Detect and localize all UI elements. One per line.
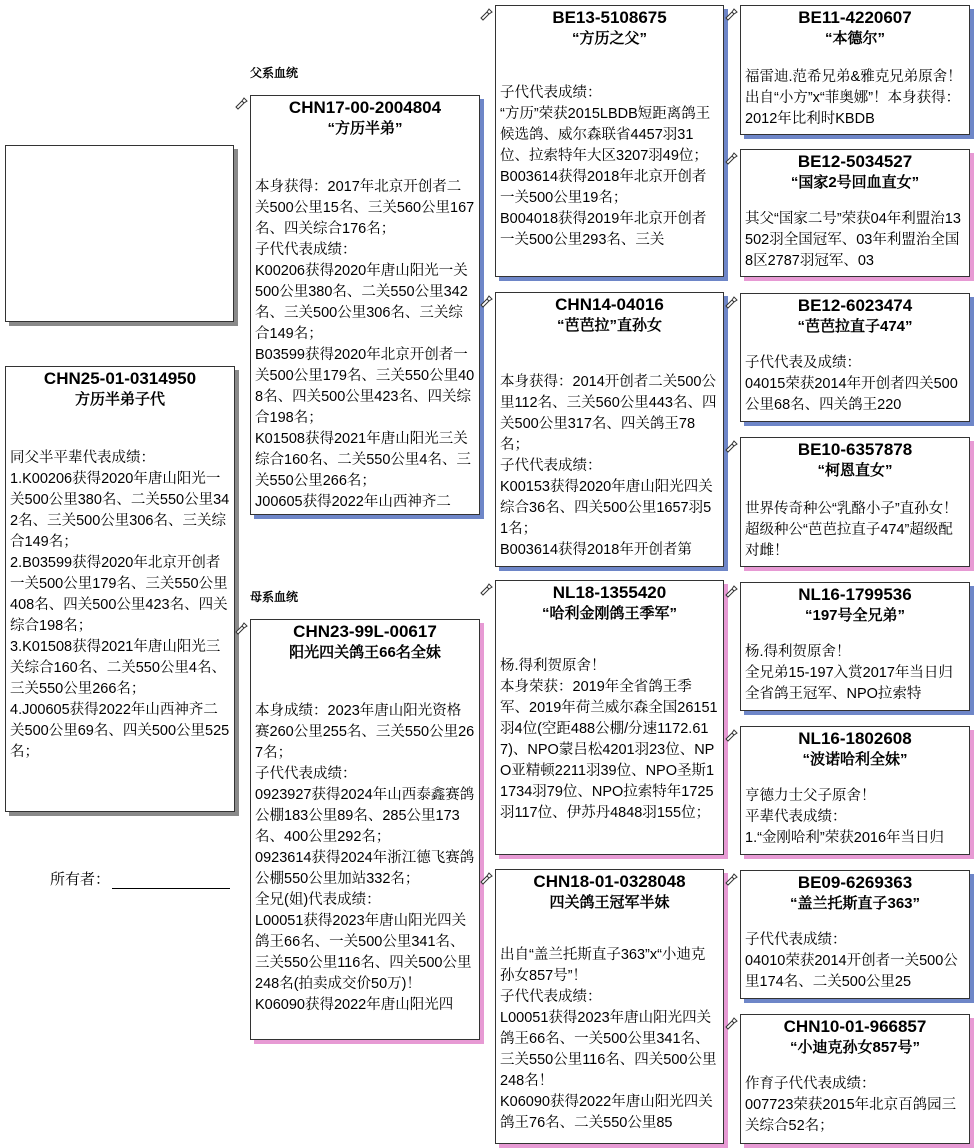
sire-sire-name: “方历之父”: [571, 30, 647, 47]
dam-dam-dam-description: 作育子代代表成绩： 007723荣获2015年北京百鸽园三关综合52名；: [745, 1076, 957, 1134]
dam-sire-sire-name: “197号全兄弟”: [804, 607, 906, 624]
sire-dam-card[interactable]: [495, 292, 724, 567]
pin-icon: [724, 872, 738, 886]
sire-sire-sire-ring-number: BE11-4220607: [798, 8, 912, 27]
sire-sire-sire-name: “本德尔”: [824, 30, 885, 47]
dam-name: 阳光四关鸽王66名全妹: [289, 644, 441, 661]
subject-description: 同父半平辈代表成绩： 1.K00206获得2020年唐山阳光一关500公里380名、二关550公里342名、三关500公里306名、三关综合149名； 2.B03599获得2020年北京开创者一关500公里179名、三关550公里408名、四关500公里423名、四关综合198名； 3.K01508获得2021年唐山阳光三关综合160名、二关550公里4名、三关550公里266名； 4.J00605获得2022年山西神齐二关500公里69名、四关500公里525名；: [10, 450, 230, 760]
sire-dam-sire-description: 子代代表及成绩： 04015荣获2014年开创者四关500公里68名、四关鸽王220: [745, 355, 958, 413]
pin-icon: [234, 96, 248, 110]
dam-sire-sire-description: 杨.得利贺原舍！ 全兄弟15-197入赏2017年当日归全省鸽王冠军、NPO拉索特: [745, 644, 953, 702]
sire-sire-ring-number: BE13-5108675: [552, 8, 667, 27]
dam-description: 本身成绩：2023年唐山阳光资格赛260公里255名、三关550公里267名； 子代代表成绩： 0923927获得2024年山西泰鑫赛鸽公棚183公里89名、285公里173名、400公里292名； 0923614获得2024年浙江德飞赛鸽公棚550公里加站332名； 全兄(姐)代表成绩： L00051获得2023年唐山阳光四关鸽王66名、一关500公里341名、三关550公里116名、四关500公里248名(拍卖成交价50万)！ K06090获得2022年唐山阳光四: [255, 703, 475, 1013]
sire-name: “方历半弟”: [327, 120, 403, 137]
sire-dam-sire-card[interactable]: [740, 293, 970, 422]
dam-dam-description: 出自“盖兰托斯直子363”x“小迪克孙女857号”！ 子代代表成绩： L00051获得2023年唐山阳光四关鸽王66名、一关500公里341名、三关550公里116名、四关500公里248名！ K06090获得2022年唐山阳光四关鸽王76名、二关550公里85: [500, 947, 717, 1131]
pin-icon: [479, 871, 493, 885]
dam-dam-sire-name: “盖兰托斯直子363”: [789, 895, 921, 912]
owner-line: [112, 874, 230, 889]
sire-dam-description: 本身获得：2014开创者二关500公里112名、三关560公里443名、四关500公里317名、四关鸽王78名； 子代代表成绩： K00153获得2020年唐山阳光四关综合36名、四关500公里1657羽51名； B003614获得2018年开创者第: [500, 374, 717, 558]
dam-sire-ring-number: NL18-1355420: [552, 583, 667, 602]
dam-sire-sire-ring-number: NL16-1799536: [798, 585, 912, 604]
pin-icon: [479, 582, 493, 596]
sire-sire-dam-name: “国家2号回血直女”: [790, 174, 920, 191]
sire-ring-number: CHN17-00-2004804: [288, 98, 442, 117]
sire-card[interactable]: [250, 95, 480, 515]
dam-dam-name: 四关鸽王冠军半妹: [549, 894, 670, 911]
pin-icon: [724, 7, 738, 21]
sire-dam-dam-description: 世界传奇种公“乳酪小子”直孙女！超级种公“芭芭拉直子474”超级配对雌！: [745, 501, 958, 559]
sire-sire-card[interactable]: [495, 5, 724, 277]
dam-sire-card[interactable]: [495, 580, 724, 855]
sire-dam-sire-name: “芭芭拉直子474”: [797, 318, 913, 335]
dam-dam-card[interactable]: [495, 869, 724, 1144]
dam-sire-dam-name: “波诺哈利全妹”: [802, 751, 908, 768]
dam-line-label: 母系血统: [250, 590, 299, 604]
sire-dam-sire-ring-number: BE12-6023474: [797, 296, 913, 315]
dam-sire-dam-card[interactable]: [740, 726, 970, 855]
sire-line-label: 父系血统: [250, 66, 299, 80]
sire-sire-sire-card[interactable]: [740, 5, 970, 135]
subject-card[interactable]: [5, 366, 235, 812]
pin-icon: [724, 439, 738, 453]
subject-name: 方历半弟子代: [74, 391, 165, 408]
dam-sire-dam-ring-number: NL16-1802608: [798, 729, 912, 748]
dam-ring-number: CHN23-99L-00617: [293, 622, 437, 641]
dam-dam-dam-name: “小迪克孙女857号”: [789, 1039, 921, 1056]
sire-dam-dam-name: “柯恩直女”: [817, 462, 893, 479]
sire-sire-dam-ring-number: BE12-5034527: [797, 152, 913, 171]
dam-dam-dam-card[interactable]: [740, 1014, 970, 1144]
dam-dam-ring-number: CHN18-01-0328048: [533, 872, 686, 891]
sire-sire-sire-description: 福雷迪.范希兄弟&雅克兄弟原舍！出自“小方”x“菲奥娜”！本身获得：2012年比利时KBDB: [745, 69, 962, 127]
dam-sire-name: “哈利金刚鸽王季军”: [541, 605, 677, 622]
sire-sire-description: 子代代表成绩： “方历”荣获2015LBDB短距离鸽王候选鸽、威尔森联省4457羽31位、拉索特年大区3207羽49位； B003614获得2018年北京开创者一关500公里19名； B004018获得2019年北京开创者一关500公里293名、三关: [500, 85, 711, 248]
pin-icon: [724, 1016, 738, 1030]
dam-dam-dam-ring-number: CHN10-01-966857: [783, 1017, 927, 1036]
sire-sire-dam-description: 其父“国家二号”荣获04年利盟治13502羽全国冠军、03年利盟治全国8区2787羽冠军、03: [745, 211, 961, 269]
dam-sire-dam-description: 亨德力士父子原舍！ 平辈代表成绩： 1.“金刚哈利”荣获2016年当日归: [745, 788, 945, 846]
dam-dam-sire-card[interactable]: [740, 870, 970, 999]
dam-dam-sire-description: 子代代表成绩： 04010荣获2014开创者一关500公里174名、二关500公里25: [745, 932, 958, 990]
sire-dam-ring-number: CHN14-04016: [555, 295, 664, 314]
pin-icon: [724, 151, 738, 165]
owner-label: 所有者：: [50, 871, 111, 888]
sire-dam-name: “芭芭拉”直孙女: [556, 317, 662, 334]
dam-card[interactable]: [250, 619, 480, 1040]
dam-sire-description: 杨.得利贺原舍！ 本身荣获：2019年全省鸽王季军、2019年荷兰威尔森全国26151羽4位(空距488公棚/分速1172.617)、NPO蒙吕松4201羽23位、NPO亚精顿2211羽39位、NPO圣斯11734羽79位、NPO拉索特年1725羽117位、伊苏丹4848羽155位；: [500, 658, 718, 821]
subject-ring-number: CHN25-01-0314950: [43, 369, 197, 388]
dam-sire-sire-card[interactable]: [740, 582, 970, 711]
pin-icon: [479, 7, 493, 21]
sire-description: 本身获得：2017年北京开创者二关500公里15名、三关560公里167名、四关综合176名； 子代代表成绩： K00206获得2020年唐山阳光一关500公里380名、二关550公里342名、三关500公里306名、三关综合149名； B03599获得2020年北京开创者一关500公里179名、三关550公里408名、四关500公里423名、四关综合198名； K01508获得2021年唐山阳光三关综合160名、二关550公里4名、三关550公里266名； J00605获得2022年山西神齐二: [255, 179, 475, 510]
sire-sire-dam-card[interactable]: [740, 149, 970, 277]
sire-dam-dam-card[interactable]: [740, 437, 970, 567]
owner-field: [50, 868, 230, 889]
dam-dam-sire-ring-number: BE09-6269363: [797, 873, 913, 892]
pigeon-photo-frame: [5, 145, 234, 322]
pin-icon: [724, 295, 738, 309]
pin-icon: [479, 294, 493, 308]
sire-dam-dam-ring-number: BE10-6357878: [797, 440, 913, 459]
pin-icon: [234, 621, 248, 635]
pin-icon: [724, 584, 738, 598]
pin-icon: [724, 728, 738, 742]
